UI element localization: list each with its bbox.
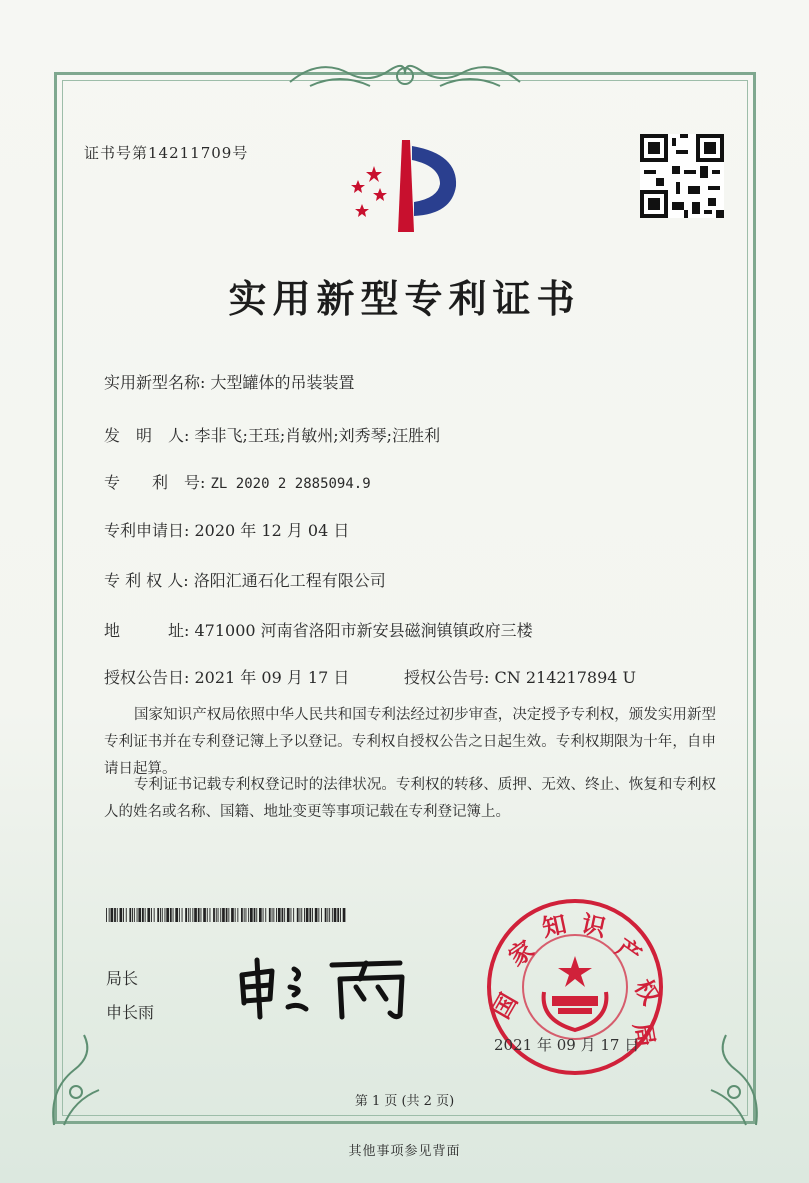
- svg-text:知: 知: [539, 909, 569, 943]
- paragraph-legal-status: 专利证书记载专利权登记时的法律状况。专利权的转移、质押、无效、终止、恢复和专利权人的姓名或名称、国籍、地址变更等事项记载在专利登记簿上。: [104, 777, 716, 820]
- field-label: 发 明 人:: [104, 426, 190, 445]
- page-number: 第 1 页 (共 2 页): [354, 1094, 455, 1109]
- field-value: 471000 河南省洛阳市新安县磁涧镇镇政府三楼: [194, 621, 533, 640]
- paragraph-grant-decision: 国家知识产权局依照中华人民共和国专利法经过初步审查，决定授予专利权，颁发实用新型专利证书并在专利登记簿上予以登记。专利权自授权公告之日起生效。专利权期限为十年，自申请日起算。: [104, 707, 716, 777]
- cnipa-logo-icon: [340, 136, 470, 236]
- field-address: [104, 618, 533, 641]
- director-title: 局长: [106, 969, 139, 988]
- svg-text:局: 局: [628, 1020, 660, 1049]
- svg-text:权: 权: [628, 974, 666, 1010]
- footer-note: 其他事项参见背面: [348, 1144, 461, 1159]
- field-label: 专 利 权 人:: [104, 571, 189, 590]
- director-name: 申长雨: [106, 1003, 155, 1022]
- svg-text:产: 产: [610, 933, 647, 970]
- field-value: 洛阳汇通石化工程有限公司: [193, 571, 386, 590]
- field-utility-name: [104, 370, 355, 393]
- field-grant-date: [104, 665, 349, 688]
- corner-ornament-left-icon: [44, 1030, 114, 1130]
- field-label: 专利申请日:: [104, 521, 190, 540]
- field-inventors: [104, 423, 440, 446]
- field-grant-number: [404, 665, 636, 688]
- svg-text:国: 国: [486, 988, 524, 1024]
- certificate-title: 实用新型专利证书: [228, 276, 581, 321]
- field-value: 李非飞;王珏;肖敏州;刘秀琴;汪胜利: [194, 426, 441, 445]
- field-value: ZL 2020 2 2885094.9: [210, 476, 371, 492]
- seal-date: 2021 年 09 月 17 日: [494, 1036, 640, 1054]
- handwritten-signature-icon: [232, 955, 432, 1025]
- field-label: 授权公告日:: [104, 668, 190, 687]
- field-value: 2020 年 12 月 04 日: [194, 521, 350, 540]
- field-value: 2021 年 09 月 17 日: [194, 668, 350, 687]
- field-value: 大型罐体的吊装装置: [210, 373, 355, 392]
- barcode-icon: [106, 908, 346, 922]
- svg-text:家: 家: [503, 935, 540, 972]
- field-application-date: [104, 518, 349, 541]
- top-ornament-icon: [280, 52, 530, 96]
- field-value: CN 214217894 U: [494, 668, 637, 687]
- field-label: 实用新型名称:: [104, 373, 206, 392]
- field-patent-number: [104, 470, 371, 493]
- svg-text:识: 识: [579, 909, 609, 943]
- qr-code-icon: [640, 134, 724, 218]
- corner-ornament-right-icon: [696, 1030, 766, 1130]
- field-patentee: [104, 568, 386, 591]
- field-label: 授权公告号:: [404, 668, 490, 687]
- certificate-number: 证书号第14211709号: [84, 144, 249, 162]
- field-label: 专 利 号:: [104, 473, 206, 492]
- field-label: 地 址:: [104, 621, 190, 640]
